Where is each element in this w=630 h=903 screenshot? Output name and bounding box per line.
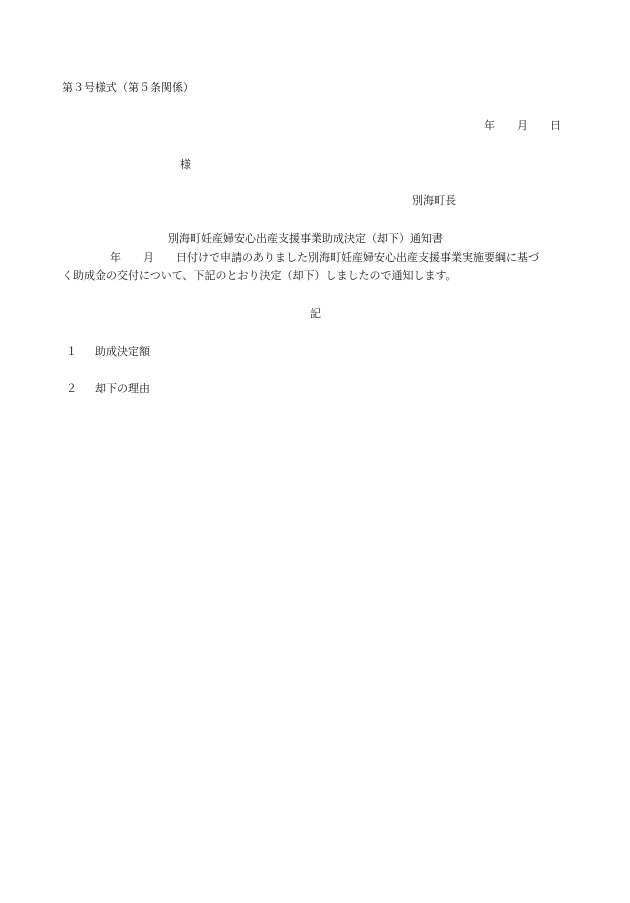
body-line-1 — [62, 251, 539, 265]
document-title: 別海町妊産婦安心出産支援事業助成決定（却下）通知書 — [168, 232, 443, 245]
item-number: １ — [66, 345, 77, 358]
date-line — [484, 119, 561, 133]
list-item — [66, 382, 150, 396]
date-day-label: 日 — [550, 119, 561, 132]
form-number: 第３号様式（第５条関係） — [62, 81, 194, 94]
date-year-label: 年 — [484, 119, 495, 132]
addressee-honorific: 様 — [180, 158, 191, 171]
body-year-label: 年 — [110, 251, 121, 264]
body-line-1-text: 日付けで申請のありました別海町妊産婦安心出産支援事業実施要綱に基づ — [176, 251, 539, 264]
list-item — [66, 345, 150, 359]
item-number: ２ — [66, 382, 77, 395]
item-label: 助成決定額 — [95, 345, 150, 358]
item-label: 却下の理由 — [95, 382, 150, 395]
body-line-2: く助成金の交付について、下記のとおり決定（却下）しましたので通知します。 — [62, 269, 457, 282]
date-month-label: 月 — [517, 119, 528, 132]
issuer-name: 別海町長 — [412, 194, 456, 207]
ki-heading: 記 — [310, 307, 321, 320]
body-month-label: 月 — [143, 251, 154, 264]
